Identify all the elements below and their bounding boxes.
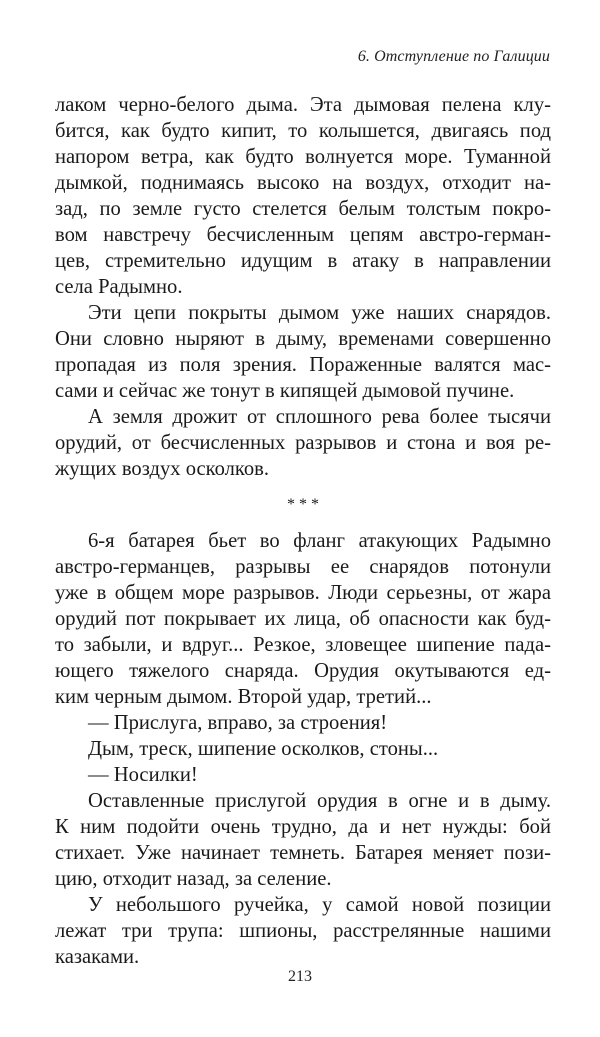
paragraph bbox=[55, 528, 551, 710]
text-line: казаками. bbox=[55, 946, 140, 968]
page-number: 213 bbox=[288, 968, 312, 985]
text-line: орудий, от бесчисленных разрывов и стона и воя ре- bbox=[55, 432, 551, 454]
text-line: 6-я батарея бьет во фланг атакующих Радымно bbox=[88, 530, 551, 552]
text-line: Дым, треск, шипение осколков, стоны... bbox=[88, 738, 439, 760]
text-line: зад, по земле густо стелется белым толстым покро- bbox=[55, 198, 551, 220]
text-line: уже в общем море разрывов. Люди серьезны, от жара bbox=[55, 582, 551, 604]
text-line: А земля дрожит от сплошного рева более тысячи bbox=[88, 406, 551, 428]
dialogue-line bbox=[55, 710, 551, 736]
text-line: вом навстречу бесчисленным цепям австро-герман- bbox=[55, 224, 551, 246]
paragraph bbox=[55, 788, 551, 892]
paragraph bbox=[55, 404, 551, 482]
dialogue-line bbox=[55, 762, 551, 788]
text-line: стихает. Уже начинает темнеть. Батарея меняет пози- bbox=[55, 842, 551, 864]
text-line: ким черным дымом. Второй удар, третий... bbox=[55, 686, 432, 708]
paragraph bbox=[55, 892, 551, 970]
text-line: У небольшого ручейка, у самой новой позиции bbox=[88, 894, 551, 916]
text-line: лаком черно-белого дыма. Эта дымовая пелена клу- bbox=[55, 94, 551, 116]
text-line: лежат три трупа: шпионы, расстрелянные нашими bbox=[55, 920, 551, 942]
paragraph bbox=[55, 92, 551, 300]
paragraph bbox=[55, 736, 551, 762]
body-text bbox=[55, 92, 551, 970]
text-line: Оставленные прислугой орудия в огне и в дыму. bbox=[88, 790, 551, 812]
text-line: напором ветра, как будто волнуется море. Туманной bbox=[55, 146, 551, 168]
text-line: цию, отходит назад, за селение. bbox=[55, 868, 332, 890]
text-line: Они словно ныряют в дыму, временами совершенно bbox=[55, 328, 551, 350]
text-line: бится, как будто кипит, то колышется, двигаясь под bbox=[55, 120, 551, 142]
running-head: 6. Отступление по Галиции bbox=[357, 48, 550, 65]
text-line: орудий пот покрывает их лица, об опасности как буд- bbox=[55, 608, 551, 630]
text-line: — Носилки! bbox=[88, 764, 198, 786]
text-line: сами и сейчас же тонут в кипящей дымовой пучине. bbox=[55, 380, 515, 402]
text-line: пропадая из поля зрения. Пораженные валятся мас- bbox=[55, 354, 551, 376]
text-line: — Прислуга, вправо, за строения! bbox=[88, 712, 388, 734]
text-line: цев, стремительно идущим в атаку в направлении bbox=[55, 250, 551, 272]
text-line: дымкой, поднимаясь высоко на воздух, отходит на- bbox=[55, 172, 551, 194]
text-line: Эти цепи покрыты дымом уже наших снарядов. bbox=[88, 302, 551, 324]
paragraph bbox=[55, 300, 551, 404]
section-separator: * * * bbox=[287, 496, 319, 513]
text-line: австро-германцев, разрывы ее снарядов потонули bbox=[55, 556, 551, 578]
text-line: села Радымно. bbox=[55, 276, 183, 298]
text-line: ющего тяжелого снаряда. Орудия окутываются ед- bbox=[55, 660, 551, 682]
text-line: К ним подойти очень трудно, да и нет нужды: бой bbox=[55, 816, 551, 838]
text-line: то забыли, и вдруг... Резкое, зловещее шипение пада- bbox=[55, 634, 551, 656]
text-line: жущих воздух осколков. bbox=[55, 458, 270, 480]
